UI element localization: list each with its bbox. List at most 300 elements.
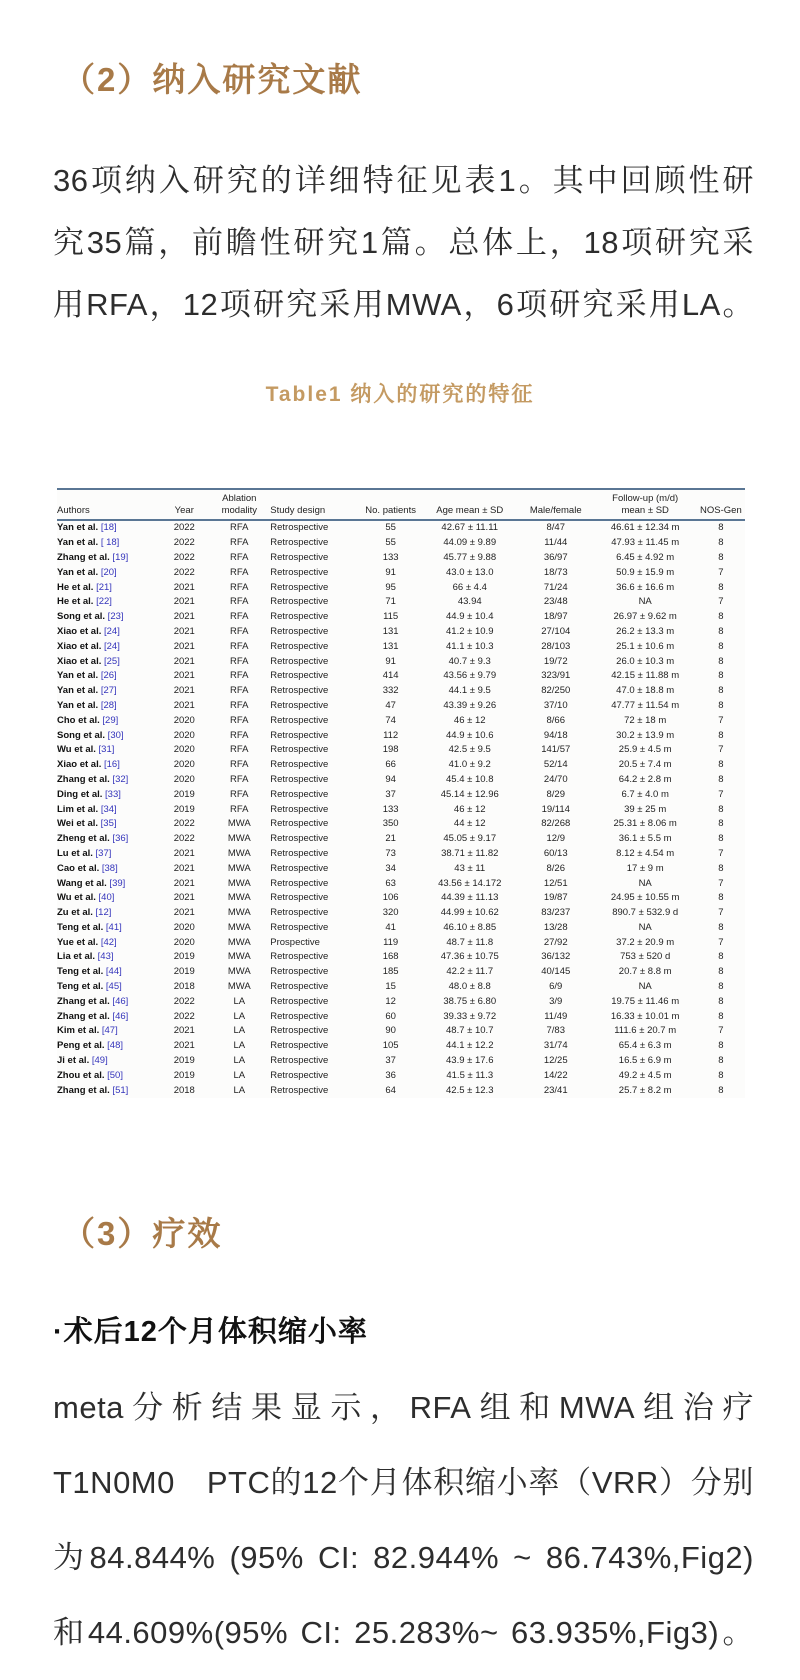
- cell-patients: 94: [385, 773, 396, 785]
- cell-patients: 185: [382, 966, 399, 978]
- cell-design: Retrospective: [270, 892, 329, 904]
- cell-followup: 6.7 ± 4.0 m: [621, 788, 669, 800]
- reference-number: [46]: [109, 1010, 129, 1022]
- cell-mf: 14/22: [543, 1069, 568, 1081]
- reference-number: [33]: [102, 788, 121, 800]
- cell-mf: 12/25: [543, 1055, 568, 1067]
- cell-author: Zhang et al. [32]: [57, 773, 129, 785]
- cell-author: Ding et al. [33]: [57, 788, 121, 800]
- cell-age: 48.7 ± 10.7: [446, 1025, 494, 1037]
- cell-patients: 119: [383, 936, 399, 948]
- cell-design: Retrospective: [270, 773, 329, 785]
- cell-author: Yan et al. [20]: [57, 566, 117, 578]
- reference-number: [27]: [98, 685, 117, 697]
- table-row: [57, 536, 745, 551]
- cell-author: Wu et al. [40]: [57, 892, 115, 904]
- table-row: [57, 773, 745, 788]
- cell-year: 2021: [173, 847, 195, 859]
- cell-age: 41.5 ± 11.3: [446, 1069, 494, 1081]
- cell-mf: 83/237: [541, 907, 571, 919]
- reference-number: [ 18]: [98, 537, 120, 549]
- cell-modality: LA: [233, 1084, 246, 1096]
- cell-followup: 39 ± 25 m: [624, 803, 667, 815]
- reference-number: [16]: [101, 759, 120, 771]
- reference-number: [42]: [98, 936, 117, 948]
- cell-age: 47.36 ± 10.75: [440, 951, 499, 963]
- table-row: [57, 921, 745, 936]
- cell-age: 41.0 ± 9.2: [448, 759, 491, 771]
- cell-patients: 198: [382, 744, 399, 756]
- cell-design: Retrospective: [270, 1069, 329, 1081]
- cell-nos: 7: [718, 1025, 724, 1037]
- table-row: [57, 743, 745, 758]
- cell-author: Yan et al. [18]: [57, 522, 117, 534]
- reference-number: [32]: [109, 773, 129, 785]
- table-row: [57, 1024, 745, 1039]
- reference-number: [43]: [95, 951, 114, 963]
- paragraph-line: T1N0M0 PTC的12个月体积缩小率（VRR）分别: [53, 1464, 754, 1500]
- cell-nos: 8: [718, 892, 724, 904]
- cell-design: Retrospective: [270, 670, 329, 682]
- cell-mf: 3/9: [549, 995, 563, 1007]
- cell-age: 48.0 ± 8.8: [448, 981, 491, 993]
- vrr-subheading: ·术后12个月体积缩小率: [53, 1315, 368, 1348]
- table-row: [57, 551, 745, 566]
- paragraph-line: 究35篇，前瞻性研究1篇。总体上，18项研究采: [53, 225, 754, 261]
- cell-design: Retrospective: [270, 551, 329, 563]
- cell-modality: RFA: [230, 699, 249, 711]
- reference-number: [35]: [98, 818, 117, 830]
- cell-year: 2019: [173, 1055, 195, 1067]
- table-row: [57, 1010, 745, 1025]
- cell-year: 2022: [173, 551, 195, 563]
- cell-design: Prospective: [270, 936, 320, 948]
- column-header-age: Age mean ± SD: [422, 489, 518, 520]
- cell-patients: 64: [385, 1084, 396, 1096]
- cell-modality: RFA: [230, 581, 249, 593]
- cell-followup: 20.7 ± 8.8 m: [618, 966, 672, 978]
- cell-mf: 27/104: [541, 625, 571, 637]
- cell-modality: MWA: [227, 862, 251, 874]
- reference-number: [26]: [98, 670, 117, 682]
- cell-age: 43.9 ± 17.6: [446, 1055, 494, 1067]
- cell-followup: 65.4 ± 6.3 m: [618, 1040, 672, 1052]
- cell-modality: RFA: [230, 685, 249, 697]
- cell-followup: 26.2 ± 13.3 m: [616, 625, 675, 637]
- cell-mf: 52/14: [543, 759, 568, 771]
- reference-number: [49]: [89, 1055, 108, 1067]
- cell-followup: 47.93 ± 11.45 m: [611, 537, 680, 549]
- column-header-design: Study design: [270, 489, 359, 520]
- cell-age: 43 ± 11: [454, 862, 486, 874]
- cell-design: Retrospective: [270, 729, 329, 741]
- paragraph-line: 和44.609%(95% CI: 25.283%~ 63.935%,Fig3)。: [53, 1614, 754, 1650]
- cell-followup: 753 ± 520 d: [620, 951, 671, 963]
- cell-nos: 8: [718, 537, 724, 549]
- intro-paragraph: [53, 150, 754, 336]
- table-row: [57, 581, 745, 596]
- cell-year: 2021: [173, 625, 195, 637]
- cell-year: 2021: [173, 1040, 195, 1052]
- cell-design: Retrospective: [270, 1025, 329, 1037]
- cell-modality: LA: [233, 995, 246, 1007]
- column-header-mf: Male/female: [518, 489, 594, 520]
- cell-year: 2021: [173, 655, 195, 667]
- cell-patients: 21: [385, 833, 396, 845]
- cell-nos: 8: [718, 1069, 724, 1081]
- reference-number: [46]: [109, 995, 129, 1007]
- cell-patients: 106: [382, 892, 399, 904]
- cell-followup: 37.2 ± 20.9 m: [616, 936, 675, 948]
- cell-mf: 18/97: [543, 611, 568, 623]
- cell-followup: NA: [638, 596, 652, 608]
- cell-followup: 8.12 ± 4.54 m: [616, 847, 675, 859]
- cell-patients: 332: [382, 685, 399, 697]
- cell-design: Retrospective: [270, 951, 329, 963]
- cell-followup: 26.0 ± 10.3 m: [616, 655, 675, 667]
- cell-design: Retrospective: [270, 907, 329, 919]
- cell-mf: 28/103: [541, 640, 571, 652]
- table-row: [57, 803, 745, 818]
- cell-patients: 55: [385, 522, 396, 534]
- cell-design: Retrospective: [270, 596, 329, 608]
- cell-patients: 55: [385, 537, 396, 549]
- cell-age: 40.7 ± 9.3: [448, 655, 491, 667]
- cell-year: 2020: [173, 936, 195, 948]
- cell-nos: 8: [718, 759, 724, 771]
- cell-mf: 18/73: [543, 566, 568, 578]
- cell-design: Retrospective: [270, 714, 329, 726]
- reference-number: [40]: [95, 892, 115, 904]
- reference-number: [36]: [109, 833, 129, 845]
- table-row: [57, 758, 745, 773]
- cell-age: 42.67 ± 11.11: [441, 522, 499, 534]
- cell-followup: 47.0 ± 18.8 m: [616, 685, 675, 697]
- cell-patients: 133: [382, 803, 399, 815]
- cell-design: Retrospective: [270, 818, 329, 830]
- cell-patients: 73: [385, 847, 396, 859]
- table-row: [57, 655, 745, 670]
- cell-author: Zhang et al. [19]: [57, 551, 129, 563]
- table-row: [57, 625, 745, 640]
- cell-author: Zhang et al. [46]: [57, 995, 129, 1007]
- cell-mf: 40/145: [541, 966, 571, 978]
- cell-author: Yan et al. [27]: [57, 685, 117, 697]
- cell-patients: 66: [385, 759, 396, 771]
- cell-year: 2021: [173, 862, 195, 874]
- cell-author: Teng et al. [44]: [57, 966, 122, 978]
- cell-followup: 16.5 ± 6.9 m: [618, 1055, 672, 1067]
- cell-mf: 19/72: [543, 655, 568, 667]
- cell-patients: 91: [385, 655, 396, 667]
- cell-nos: 8: [718, 611, 724, 623]
- cell-modality: MWA: [227, 892, 251, 904]
- cell-author: Zheng et al. [36]: [57, 833, 129, 845]
- cell-design: Retrospective: [270, 640, 329, 652]
- cell-followup: NA: [638, 981, 652, 993]
- cell-nos: 8: [718, 1055, 724, 1067]
- cell-mf: 323/91: [541, 670, 571, 682]
- cell-design: Retrospective: [270, 921, 329, 933]
- section-2-heading: （2）纳入研究文献: [62, 61, 363, 99]
- reference-number: [23]: [105, 611, 124, 623]
- cell-modality: RFA: [230, 566, 249, 578]
- cell-age: 43.39 ± 9.26: [443, 699, 497, 711]
- cell-modality: RFA: [230, 759, 249, 771]
- cell-age: 44.39 ± 11.13: [441, 892, 499, 904]
- cell-mf: 19/87: [543, 892, 568, 904]
- cell-age: 48.7 ± 11.8: [446, 936, 494, 948]
- cell-author: Cao et al. [38]: [57, 862, 118, 874]
- article-page: [0, 27, 800, 1669]
- cell-year: 2021: [173, 685, 195, 697]
- cell-nos: 8: [718, 581, 724, 593]
- cell-year: 2021: [173, 1025, 195, 1037]
- cell-followup: 111.6 ± 20.7 m: [614, 1025, 677, 1037]
- cell-author: Xiao et al. [24]: [57, 625, 120, 637]
- cell-modality: LA: [233, 1069, 246, 1081]
- cell-patients: 63: [385, 877, 396, 889]
- cell-age: 42.5 ± 9.5: [448, 744, 491, 756]
- table-row: [57, 788, 745, 803]
- cell-year: 2018: [173, 1084, 195, 1096]
- cell-nos: 8: [718, 640, 724, 652]
- cell-design: Retrospective: [270, 744, 329, 756]
- cell-nos: 8: [718, 818, 724, 830]
- reference-number: [37]: [92, 847, 112, 859]
- table-row: [57, 714, 745, 729]
- cell-followup: 72 ± 18 m: [624, 714, 667, 726]
- cell-mf: 82/268: [541, 818, 571, 830]
- cell-author: Song et al. [30]: [57, 729, 124, 741]
- table-row: [57, 520, 745, 536]
- reference-number: [30]: [105, 729, 124, 741]
- cell-patients: 168: [382, 951, 399, 963]
- cell-author: Wei et al. [35]: [57, 818, 117, 830]
- cell-design: Retrospective: [270, 566, 329, 578]
- cell-nos: 8: [718, 655, 724, 667]
- reference-number: [39]: [106, 877, 126, 889]
- cell-patients: 95: [385, 581, 396, 593]
- cell-patients: 37: [385, 788, 396, 800]
- cell-nos: 8: [718, 921, 724, 933]
- cell-nos: 8: [718, 981, 724, 993]
- cell-followup: NA: [638, 877, 652, 889]
- cell-modality: MWA: [227, 877, 251, 889]
- reference-number: [31]: [95, 744, 115, 756]
- cell-nos: 8: [718, 685, 724, 697]
- cell-mf: 6/9: [549, 981, 563, 993]
- cell-age: 44.1 ± 12.2: [446, 1040, 494, 1052]
- cell-modality: RFA: [230, 714, 249, 726]
- cell-nos: 7: [718, 596, 724, 608]
- cell-modality: LA: [233, 1040, 246, 1052]
- cell-age: 44.1 ± 9.5: [448, 685, 491, 697]
- cell-nos: 8: [718, 551, 724, 563]
- cell-age: 45.77 ± 9.88: [443, 551, 497, 563]
- cell-design: Retrospective: [270, 1040, 329, 1052]
- table-row: [57, 684, 745, 699]
- cell-patients: 131: [382, 640, 399, 652]
- reference-number: [18]: [98, 522, 117, 534]
- column-header-patients: No. patients: [360, 489, 422, 520]
- cell-patients: 47: [385, 699, 396, 711]
- cell-mf: 11/44: [544, 537, 568, 549]
- cell-nos: 8: [718, 1084, 724, 1096]
- cell-modality: RFA: [230, 729, 249, 741]
- cell-modality: RFA: [230, 670, 249, 682]
- cell-author: Ji et al. [49]: [57, 1055, 108, 1067]
- cell-nos: 7: [718, 877, 724, 889]
- cell-nos: 8: [718, 833, 724, 845]
- cell-author: Wang et al. [39]: [57, 877, 126, 889]
- cell-followup: 6.45 ± 4.92 m: [616, 551, 675, 563]
- cell-mf: 24/70: [543, 773, 568, 785]
- cell-design: Retrospective: [270, 522, 329, 534]
- cell-age: 44.9 ± 10.6: [446, 729, 494, 741]
- cell-mf: 94/18: [543, 729, 568, 741]
- cell-nos: 7: [718, 714, 724, 726]
- cell-modality: LA: [233, 1025, 246, 1037]
- table-row: [57, 595, 745, 610]
- cell-followup: 36.1 ± 5.5 m: [618, 833, 672, 845]
- cell-year: 2021: [173, 892, 195, 904]
- cell-author: Cho et al. [29]: [57, 714, 119, 726]
- cell-age: 43.56 ± 9.79: [443, 670, 497, 682]
- cell-author: Xiao et al. [24]: [57, 640, 120, 652]
- cell-patients: 414: [382, 670, 399, 682]
- cell-design: Retrospective: [270, 862, 329, 874]
- studies-table: [57, 488, 745, 1098]
- cell-nos: 8: [718, 729, 724, 741]
- table-row: [57, 669, 745, 684]
- cell-modality: RFA: [230, 551, 249, 563]
- cell-mf: 37/10: [543, 699, 568, 711]
- cell-nos: 8: [718, 670, 724, 682]
- cell-mf: 82/250: [541, 685, 571, 697]
- cell-year: 2022: [173, 566, 195, 578]
- cell-mf: 12/51: [543, 877, 568, 889]
- cell-year: 2021: [173, 699, 195, 711]
- studies-table-image: [57, 488, 745, 1098]
- cell-nos: 8: [718, 625, 724, 637]
- cell-modality: RFA: [230, 744, 249, 756]
- cell-patients: 34: [385, 862, 396, 874]
- cell-patients: 60: [385, 1010, 396, 1022]
- cell-age: 45.14 ± 12.96: [440, 788, 499, 800]
- cell-author: Lu et al. [37]: [57, 847, 112, 859]
- cell-age: 44 ± 12: [453, 818, 486, 830]
- cell-year: 2021: [173, 907, 195, 919]
- cell-author: Kim et al. [47]: [57, 1025, 118, 1037]
- cell-nos: 8: [718, 699, 724, 711]
- cell-modality: MWA: [227, 936, 251, 948]
- cell-author: Zhou et al. [50]: [57, 1069, 123, 1081]
- cell-modality: RFA: [230, 788, 249, 800]
- cell-author: Teng et al. [45]: [57, 981, 122, 993]
- cell-followup: 25.1 ± 10.6 m: [616, 640, 675, 652]
- cell-age: 43.94: [457, 596, 482, 608]
- reference-number: [22]: [93, 596, 112, 608]
- cell-modality: RFA: [230, 611, 249, 623]
- cell-nos: 8: [718, 803, 724, 815]
- reference-number: [48]: [104, 1040, 124, 1052]
- paragraph-line: meta分析结果显示，RFA组和MWA组治疗: [53, 1389, 754, 1425]
- cell-followup: 20.5 ± 7.4 m: [618, 759, 672, 771]
- cell-nos: 8: [718, 951, 724, 963]
- cell-age: 42.5 ± 12.3: [446, 1084, 494, 1096]
- cell-nos: 7: [718, 907, 724, 919]
- cell-patients: 74: [385, 714, 396, 726]
- cell-mf: 36/97: [543, 551, 568, 563]
- cell-mf: 7/83: [546, 1025, 565, 1037]
- table-row: [57, 891, 745, 906]
- table-row: [57, 1039, 745, 1054]
- cell-followup: 890.7 ± 532.9 d: [612, 907, 679, 919]
- cell-modality: MWA: [227, 966, 251, 978]
- column-header-author: Authors: [57, 489, 160, 520]
- reference-number: [41]: [103, 921, 122, 933]
- cell-nos: 8: [718, 1010, 724, 1022]
- cell-author: Song et al. [23]: [57, 611, 124, 623]
- cell-followup: 25.31 ± 8.06 m: [613, 818, 677, 830]
- cell-followup: 36.6 ± 16.6 m: [616, 581, 675, 593]
- table-row: [57, 640, 745, 655]
- cell-patients: 91: [385, 566, 396, 578]
- cell-modality: RFA: [230, 773, 249, 785]
- cell-year: 2019: [173, 1069, 195, 1081]
- cell-modality: RFA: [230, 625, 249, 637]
- cell-age: 66 ± 4.4: [452, 581, 487, 593]
- table-row: [57, 699, 745, 714]
- table-row: [57, 862, 745, 877]
- reference-number: [51]: [109, 1084, 129, 1096]
- cell-age: 46 ± 12: [453, 803, 486, 815]
- cell-patients: 112: [383, 729, 399, 741]
- cell-year: 2019: [173, 951, 195, 963]
- cell-patients: 320: [382, 907, 399, 919]
- cell-year: 2020: [173, 729, 195, 741]
- cell-modality: RFA: [230, 522, 249, 534]
- cell-year: 2021: [173, 596, 195, 608]
- cell-design: Retrospective: [270, 966, 329, 978]
- cell-mf: 60/13: [543, 847, 568, 859]
- cell-year: 2020: [173, 744, 195, 756]
- table-header-row: [57, 489, 745, 520]
- cell-year: 2021: [173, 640, 195, 652]
- cell-patients: 133: [382, 551, 399, 563]
- reference-number: [12]: [92, 907, 112, 919]
- column-header-modality: Ablation modality: [208, 489, 270, 520]
- cell-followup: 30.2 ± 13.9 m: [616, 729, 675, 741]
- cell-design: Retrospective: [270, 611, 329, 623]
- cell-year: 2019: [173, 803, 195, 815]
- cell-author: Yan et al. [28]: [57, 699, 117, 711]
- cell-mf: 71/24: [543, 581, 568, 593]
- cell-age: 45.05 ± 9.17: [443, 833, 497, 845]
- table-row: [57, 965, 745, 980]
- cell-patients: 41: [385, 921, 396, 933]
- reference-number: [45]: [103, 981, 122, 993]
- cell-nos: 8: [718, 995, 724, 1007]
- table-row: [57, 566, 745, 581]
- column-header-year: Year: [160, 489, 208, 520]
- cell-mf: 36/132: [541, 951, 571, 963]
- cell-age: 46 ± 12: [453, 714, 486, 726]
- paragraph-line: 为84.844% (95% CI: 82.944% ~ 86.743%,Fig2): [53, 1539, 754, 1575]
- cell-mf: 11/49: [544, 1010, 568, 1022]
- cell-author: Yue et al. [42]: [57, 936, 117, 948]
